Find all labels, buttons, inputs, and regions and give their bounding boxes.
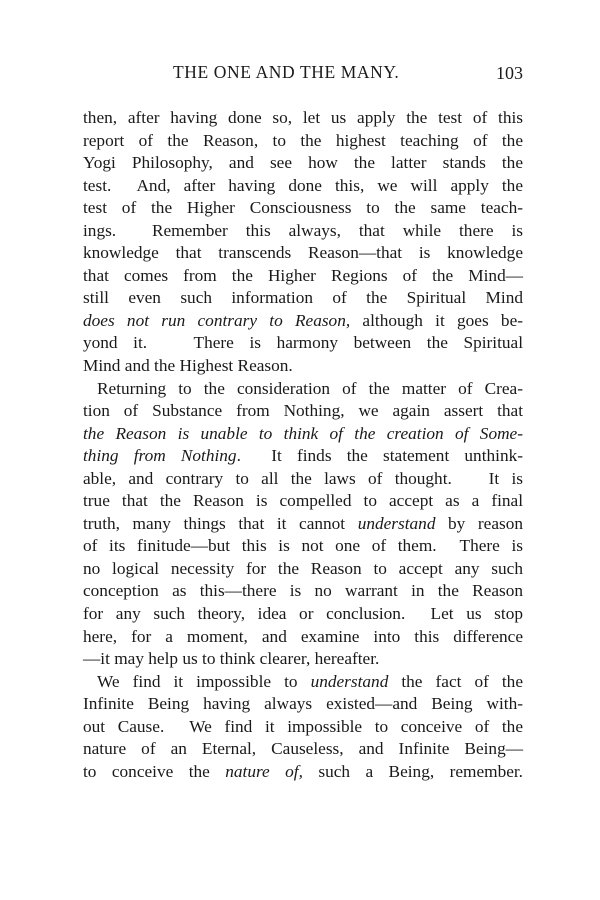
text-line — [83, 265, 523, 288]
text-span: . It finds the statement unthink- — [236, 446, 523, 466]
italic-text: nature of, — [225, 761, 303, 781]
text-span: ings. Remember this always, that while there is — [83, 220, 523, 240]
text-line — [83, 490, 523, 513]
italic-text: understand — [310, 671, 389, 691]
text-span: test. And, after having done this, we will apply the — [83, 175, 523, 195]
text-span: for any such theory, idea or conclusion. Let us stop — [83, 604, 523, 624]
text-line — [83, 603, 523, 626]
running-title: THE ONE AND THE MANY. — [173, 62, 400, 82]
text-span: test of the Higher Consciousness to the same teach- — [83, 198, 523, 218]
text-span: We find it impossible to — [97, 671, 311, 691]
text-line — [83, 468, 523, 491]
body-text — [83, 107, 523, 783]
text-line — [83, 378, 523, 401]
text-span: true that the Reason is compelled to accept as a final — [83, 491, 523, 511]
text-span: still even such information of the Spiritual Mind — [83, 288, 523, 308]
text-line — [83, 197, 523, 220]
italic-text: the Reason is unable to think of the creation of Some- — [83, 423, 523, 443]
text-line — [83, 242, 523, 265]
text-span: here, for a moment, and examine into this difference — [83, 626, 523, 646]
text-line — [83, 738, 523, 761]
text-line — [83, 423, 523, 446]
text-line — [83, 671, 523, 694]
italic-text: thing from Nothing — [83, 446, 237, 466]
text-span: of its finitude—but this is not one of them. There is — [83, 536, 523, 556]
text-line — [83, 287, 523, 310]
text-line — [83, 761, 523, 784]
text-span: then, after having done so, let us apply the test of this — [83, 108, 523, 127]
text-line — [83, 310, 523, 333]
text-line — [83, 513, 523, 536]
text-span: by reason — [435, 513, 524, 533]
text-span: although it goes be- — [350, 310, 523, 330]
text-span: out Cause. We find it impossible to conceive of the — [83, 716, 523, 736]
text-span: to conceive the — [83, 761, 226, 781]
text-span: knowledge that transcends Reason—that is knowledge — [83, 243, 523, 263]
text-line — [83, 580, 523, 603]
italic-text: understand — [357, 513, 436, 533]
text-span: the fact of the — [388, 671, 523, 691]
text-span: —it may help us to think clearer, hereafter. — [83, 649, 380, 669]
text-line — [83, 220, 523, 243]
text-span: report of the Reason, to the highest teaching of the — [83, 130, 523, 150]
text-line — [83, 648, 523, 671]
page-header — [83, 62, 523, 86]
text-span: Returning to the consideration of the matter of Crea- — [97, 378, 523, 398]
page-number: 103 — [496, 63, 523, 83]
text-line — [83, 558, 523, 581]
text-line — [83, 535, 523, 558]
text-line — [83, 693, 523, 716]
text-line — [83, 355, 523, 378]
italic-text: does not run contrary to Reason, — [83, 310, 351, 330]
text-line — [83, 400, 523, 423]
text-span: tion of Substance from Nothing, we again assert that — [83, 401, 523, 421]
text-line — [83, 445, 523, 468]
text-span: that comes from the Higher Regions of the Mind— — [83, 265, 523, 285]
text-span: Mind and the Highest Reason. — [83, 356, 293, 376]
text-line — [83, 152, 523, 175]
text-line — [83, 107, 523, 130]
text-span: conception as this—there is no warrant in the Reason — [83, 581, 523, 601]
text-span: Yogi Philosophy, and see how the latter stands the — [83, 153, 523, 173]
text-line — [83, 130, 523, 153]
text-span: yond it. There is harmony between the Spiritual — [83, 333, 523, 353]
text-line — [83, 332, 523, 355]
text-span: such a Being, remember. — [302, 761, 523, 781]
text-span: nature of an Eternal, Causeless, and Infinite Being— — [83, 739, 523, 759]
text-span: able, and contrary to all the laws of thought. It is — [83, 468, 523, 488]
text-line — [83, 716, 523, 739]
text-line — [83, 175, 523, 198]
text-span: Infinite Being having always existed—and Being with- — [83, 694, 523, 714]
text-line — [83, 626, 523, 649]
text-span: truth, many things that it cannot — [83, 513, 358, 533]
text-span: no logical necessity for the Reason to accept any such — [83, 558, 523, 578]
